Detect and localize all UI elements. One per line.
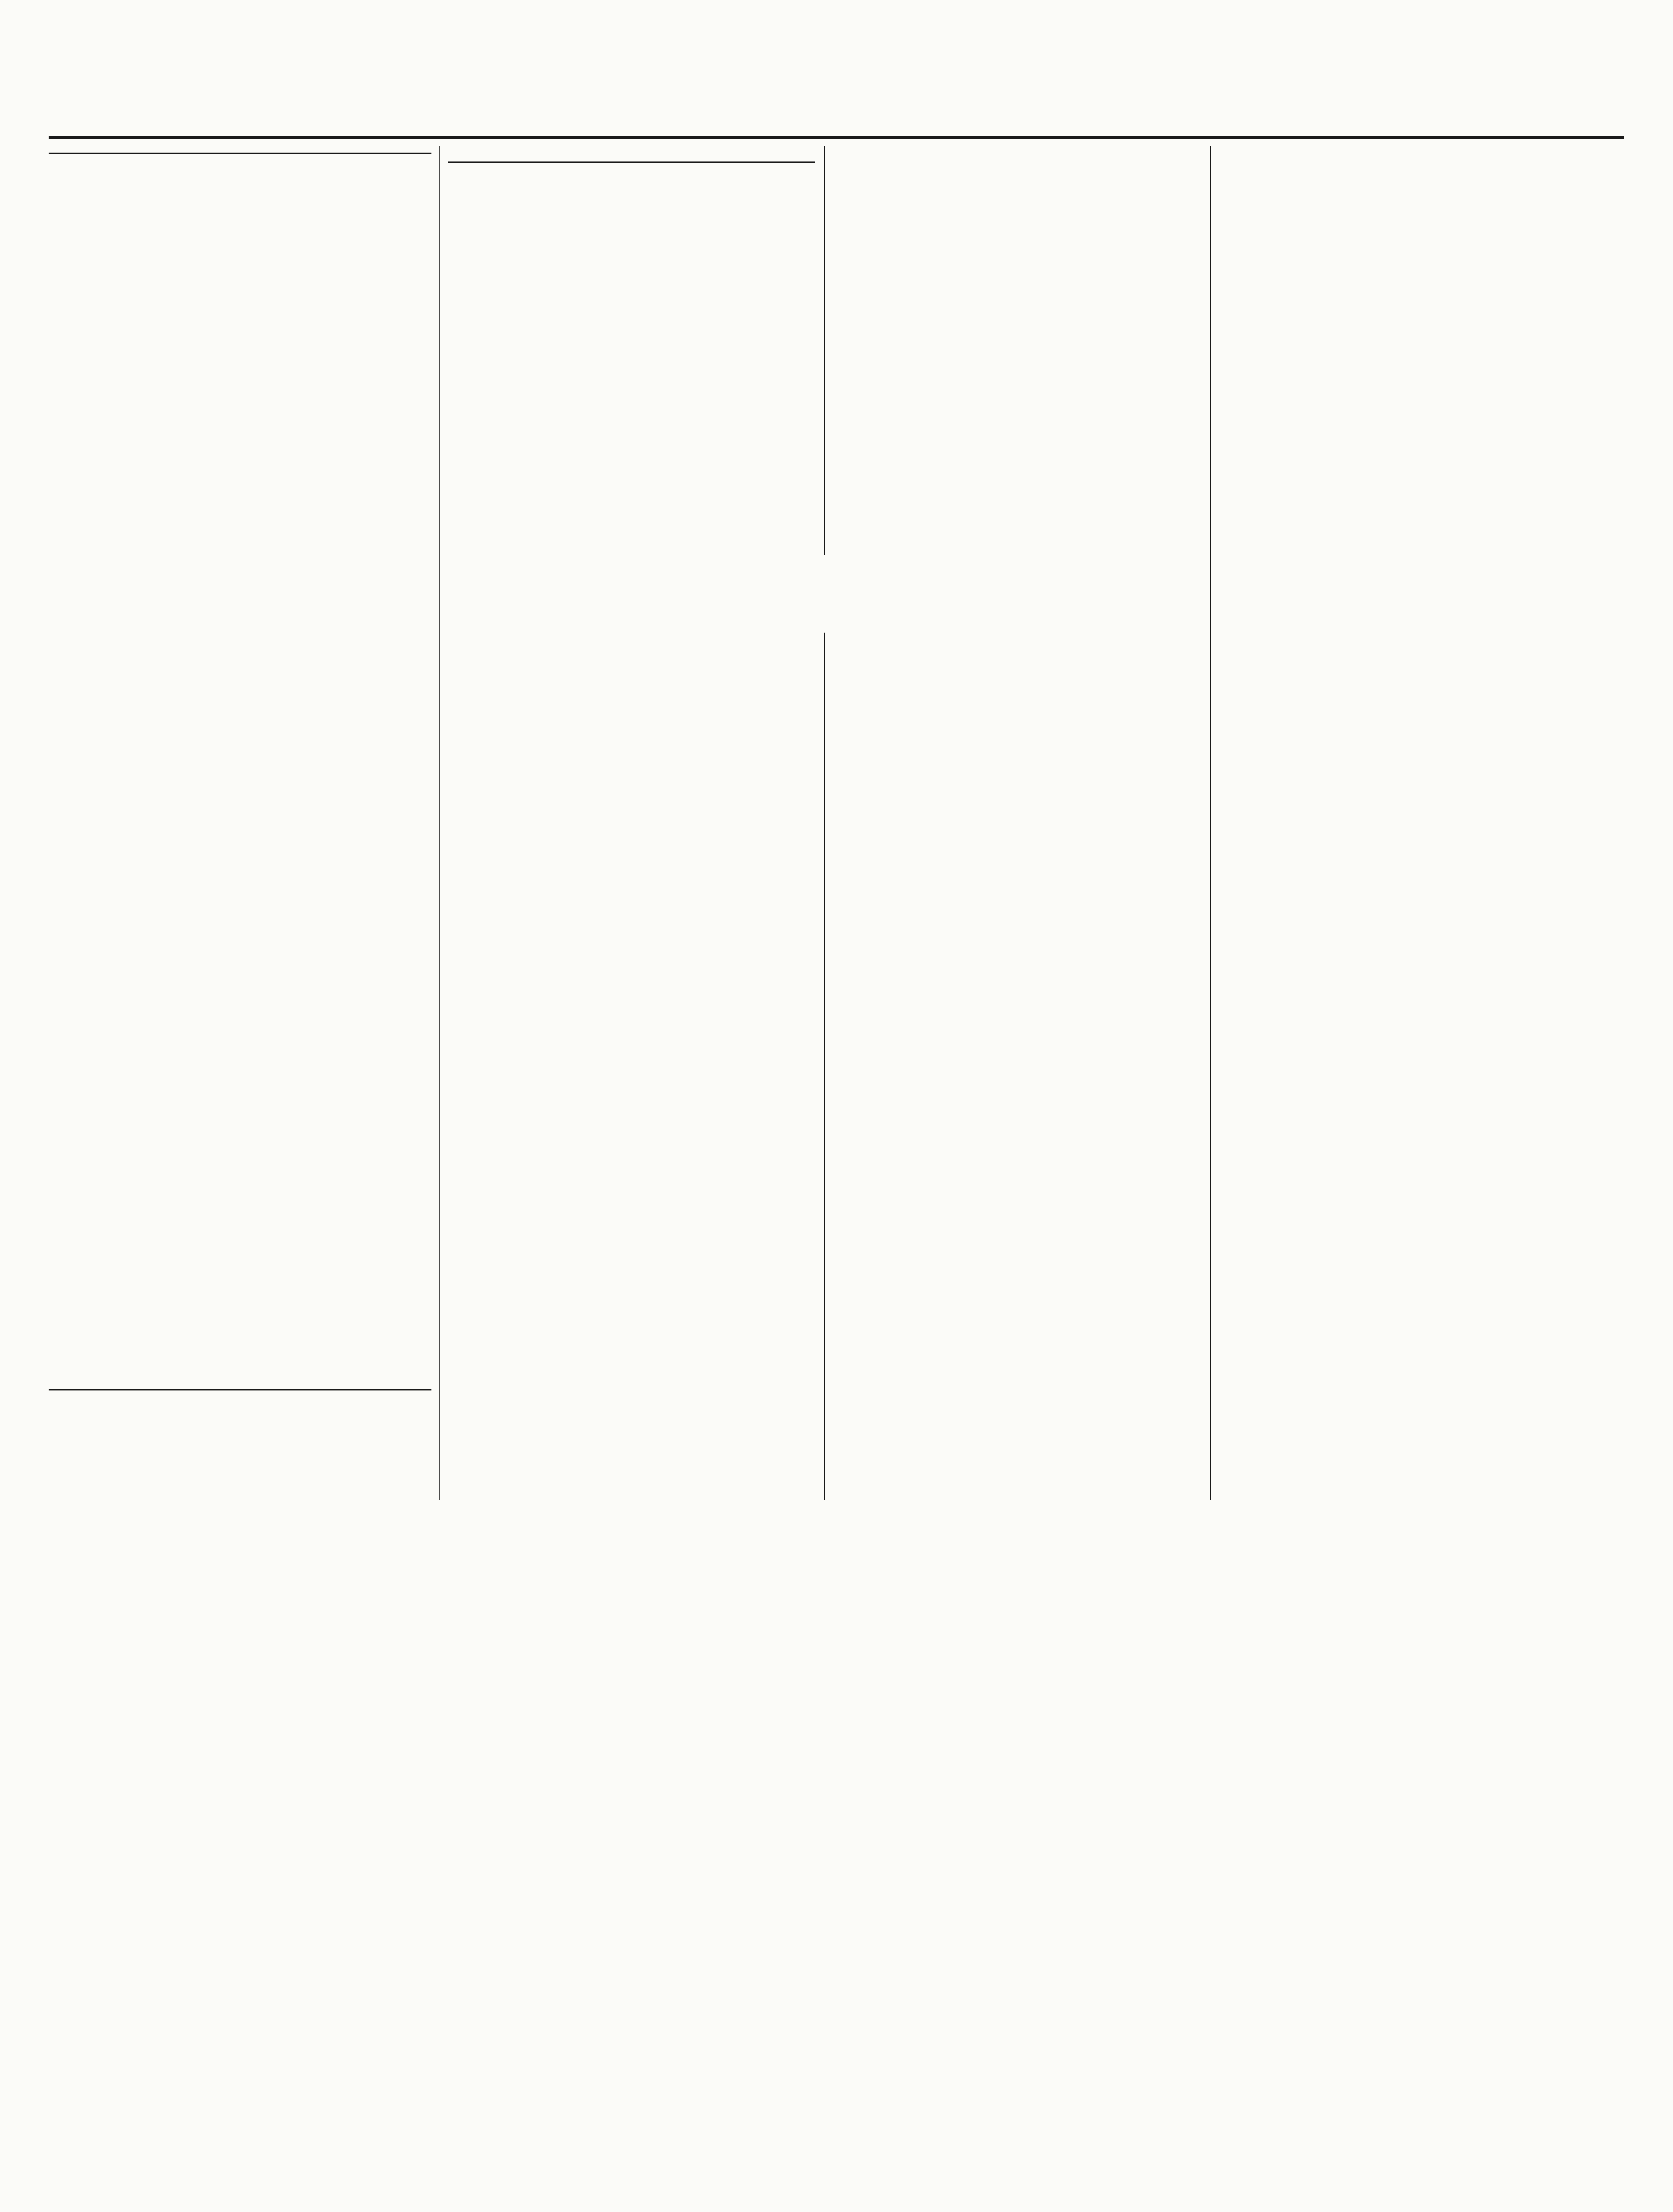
gerichtssaal-column [49, 148, 431, 160]
title-rule [49, 153, 431, 154]
article-rule [448, 161, 815, 163]
column-divider [439, 146, 440, 1500]
ad-rule [49, 1389, 431, 1390]
column-divider [824, 146, 825, 555]
column-divider [1210, 146, 1211, 1500]
pension-article [448, 148, 815, 189]
column-divider [824, 633, 825, 1500]
header-rule [49, 136, 1624, 139]
